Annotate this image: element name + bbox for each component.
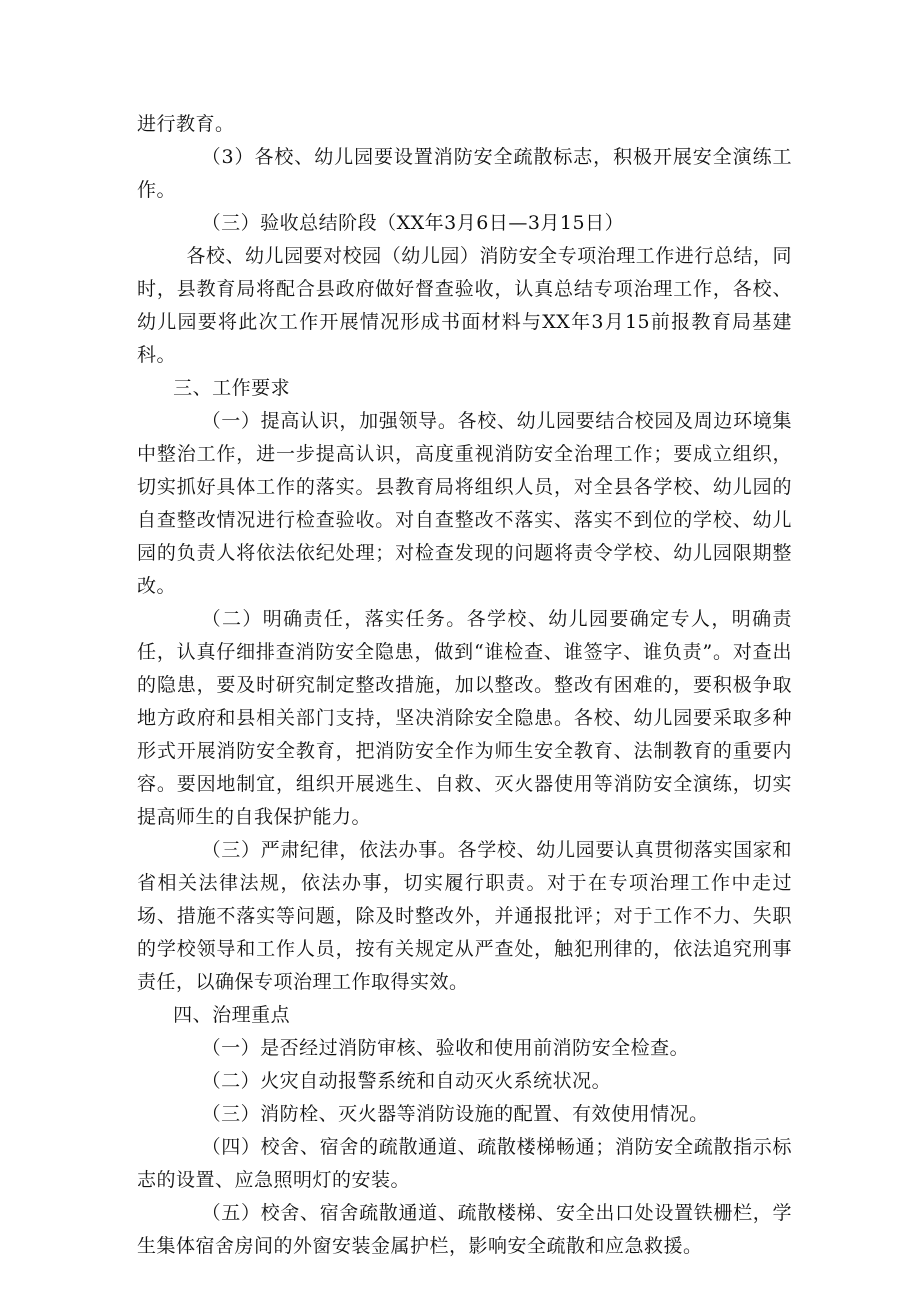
paragraph-key-point-3: （三）消防栓、灭火器等消防设施的配置、有效使用情况。	[201, 1103, 709, 1125]
paragraph-item-3: （3）各校、幼儿园要设置消防安全疏散标志，积极开展安全演练工作。	[137, 146, 792, 201]
section-heading-work-requirements: 三、工作要求	[173, 377, 291, 399]
paragraph-acceptance-body: 各校、幼儿园要对校园（幼儿园）消防安全专项治理工作进行总结，同时，县教育局将配合县政府做好督查验收，认真总结专项治理工作，各校、幼儿园要将此次工作开展情况形成书面材料与XX年3月15前报教育局基建科。	[137, 245, 792, 366]
document-page	[137, 108, 792, 1263]
paragraph-key-point-1: （一）是否经过消防审核、验收和使用前消防安全检查。	[201, 1037, 690, 1059]
paragraph-requirement-2: （二）明确责任，落实任务。各学校、幼儿园要确定专人，明确责任，认真仔细排查消防安全隐患，做到“谁检查、谁签字、谁负责”。对查出的隐患，要及时研究制定整改措施，加以整改。整改有困难的，要积极争取地方政府和县相关部门支持，坚决消除安全隐患。各校、幼儿园要采取多种形式开展消防安全教育，把消防安全作为师生安全教育、法制教育的重要内容。要因地制宜，组织开展逃生、自救、灭火器使用等消防安全演练，切实提高师生的自我保护能力。	[137, 608, 792, 828]
paragraph-requirement-1: （一）提高认识，加强领导。各校、幼儿园要结合校园及周边环境集中整治工作，进一步提高认识，高度重视消防安全治理工作；要成立组织，切实抓好具体工作的落实。县教育局将组织人员，对全县各学校、幼儿园的自查整改情况进行检查验收。对自查整改不落实、落实不到位的学校、幼儿园的负责人将依法依纪处理；对检查发现的问题将责令学校、幼儿园限期整改。	[137, 410, 792, 597]
stage-heading-acceptance: （三）验收总结阶段（XX年3月6日—3月15日）	[201, 212, 625, 234]
paragraph-continuation: 进行教育。	[137, 113, 235, 135]
paragraph-requirement-3: （三）严肃纪律，依法办事。各学校、幼儿园要认真贯彻落实国家和省相关法律法规，依法办事，切实履行职责。对于在专项治理工作中走过场、措施不落实等问题，除及时整改外，并通报批评；对于工作不力、失职的学校领导和工作人员，按有关规定从严查处，触犯刑律的，依法追究刑事责任，以确保专项治理工作取得实效。	[137, 839, 792, 993]
paragraph-key-point-2: （二）火灾自动报警系统和自动灭火系统状况。	[201, 1070, 612, 1092]
paragraph-key-point-4: （四）校舍、宿舍的疏散通道、疏散楼梯畅通；消防安全疏散指示标志的设置、应急照明灯的安装。	[137, 1136, 792, 1191]
section-heading-key-points: 四、治理重点	[173, 1004, 291, 1026]
paragraph-key-point-5: （五）校舍、宿舍疏散通道、疏散楼梯、安全出口处设置铁栅栏，学生集体宿舍房间的外窗安装金属护栏，影响安全疏散和应急救援。	[137, 1202, 792, 1257]
